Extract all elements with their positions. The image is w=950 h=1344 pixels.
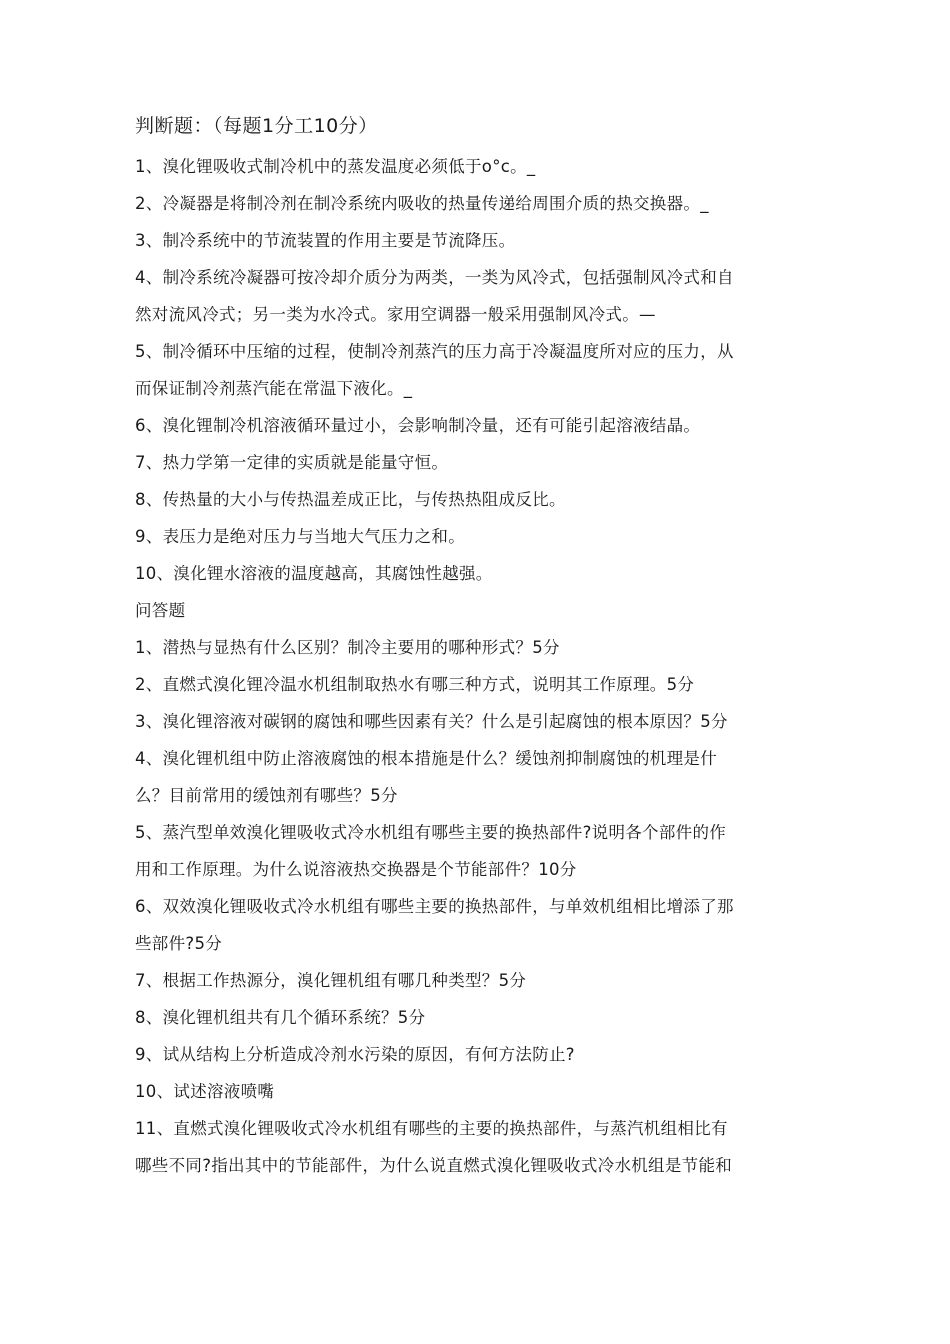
qa-item-1: 1、潜热与显热有什么区别？制冷主要用的哪种形式？5分	[135, 638, 560, 657]
judgement-item-8: 8、传热量的大小与传热温差成正比，与传热热阻成反比。	[135, 490, 566, 509]
qa-item-4-line-1: 4、溴化锂机组中防止溶液腐蚀的根本措施是什么？缓蚀剂抑制腐蚀的机理是什	[135, 749, 717, 768]
judgement-item-5-line-1: 5、制冷循环中压缩的过程，使制冷剂蒸汽的压力高于冷凝温度所对应的压力，从	[135, 342, 734, 361]
judgement-item-1: 1、溴化锂吸收式制冷机中的蒸发温度必须低于o°c。_	[135, 157, 536, 176]
document-content	[135, 110, 825, 1184]
judgement-item-4-line-2: 然对流风冷式；另一类为水冷式。家用空调器一般采用强制风冷式。—	[135, 305, 656, 324]
qa-item-6-line-2: 些部件?5分	[135, 934, 223, 953]
judgement-item-10: 10、溴化锂水溶液的温度越高，其腐蚀性越强。	[135, 564, 493, 583]
qa-list	[135, 629, 825, 1184]
judgement-item-4-line-1: 4、制冷系统冷凝器可按冷却介质分为两类，一类为风冷式，包括强制风冷式和自	[135, 268, 734, 287]
qa-item-7: 7、根据工作热源分，溴化锂机组有哪几种类型？5分	[135, 971, 527, 990]
qa-item-4-line-2: 么？目前常用的缓蚀剂有哪些？5分	[135, 786, 398, 805]
judgement-heading: 判断题：（每题1分工10分）	[135, 115, 378, 137]
qa-item-9: 9、试从结构上分析造成冷剂水污染的原因，有何方法防止?	[135, 1045, 575, 1064]
qa-item-2: 2、直燃式溴化锂冷温水机组制取热水有哪三种方式，说明其工作原理。5分	[135, 675, 695, 694]
qa-item-8: 8、溴化锂机组共有几个循环系统？5分	[135, 1008, 426, 1027]
judgement-item-3: 3、制冷系统中的节流装置的作用主要是节流降压。	[135, 231, 516, 250]
judgement-item-2: 2、冷凝器是将制冷剂在制冷系统内吸收的热量传递给周围介质的热交换器。_	[135, 194, 709, 213]
qa-item-10: 10、试述溶液喷嘴	[135, 1082, 275, 1101]
judgement-item-7: 7、热力学第一定律的实质就是能量守恒。	[135, 453, 449, 472]
judgement-item-9: 9、表压力是绝对压力与当地大气压力之和。	[135, 527, 465, 546]
qa-item-6-line-1: 6、双效溴化锂吸收式冷水机组有哪些主要的换热部件，与单效机组相比增添了那	[135, 897, 734, 916]
qa-item-11-line-2: 哪些不同?指出其中的节能部件，为什么说直燃式溴化锂吸收式冷水机组是节能和	[135, 1156, 733, 1175]
qa-item-11-line-1: 11、直燃式溴化锂吸收式冷水机组有哪些的主要的换热部件，与蒸汽机组相比有	[135, 1119, 728, 1138]
judgement-list	[135, 148, 825, 592]
judgement-item-5-line-2: 而保证制冷剂蒸汽能在常温下液化。_	[135, 379, 413, 398]
qa-item-5-line-1: 5、蒸汽型单效溴化锂吸收式冷水机组有哪些主要的换热部件?说明各个部件的作	[135, 823, 727, 842]
qa-item-3: 3、溴化锂溶液对碳钢的腐蚀和哪些因素有关？什么是引起腐蚀的根本原因？5分	[135, 712, 728, 731]
judgement-item-6: 6、溴化锂制冷机溶液循环量过小，会影响制冷量，还有可能引起溶液结晶。	[135, 416, 701, 435]
qa-item-5-line-2: 用和工作原理。为什么说溶液热交换器是个节能部件？10分	[135, 860, 577, 879]
qa-heading: 问答题	[135, 601, 186, 620]
